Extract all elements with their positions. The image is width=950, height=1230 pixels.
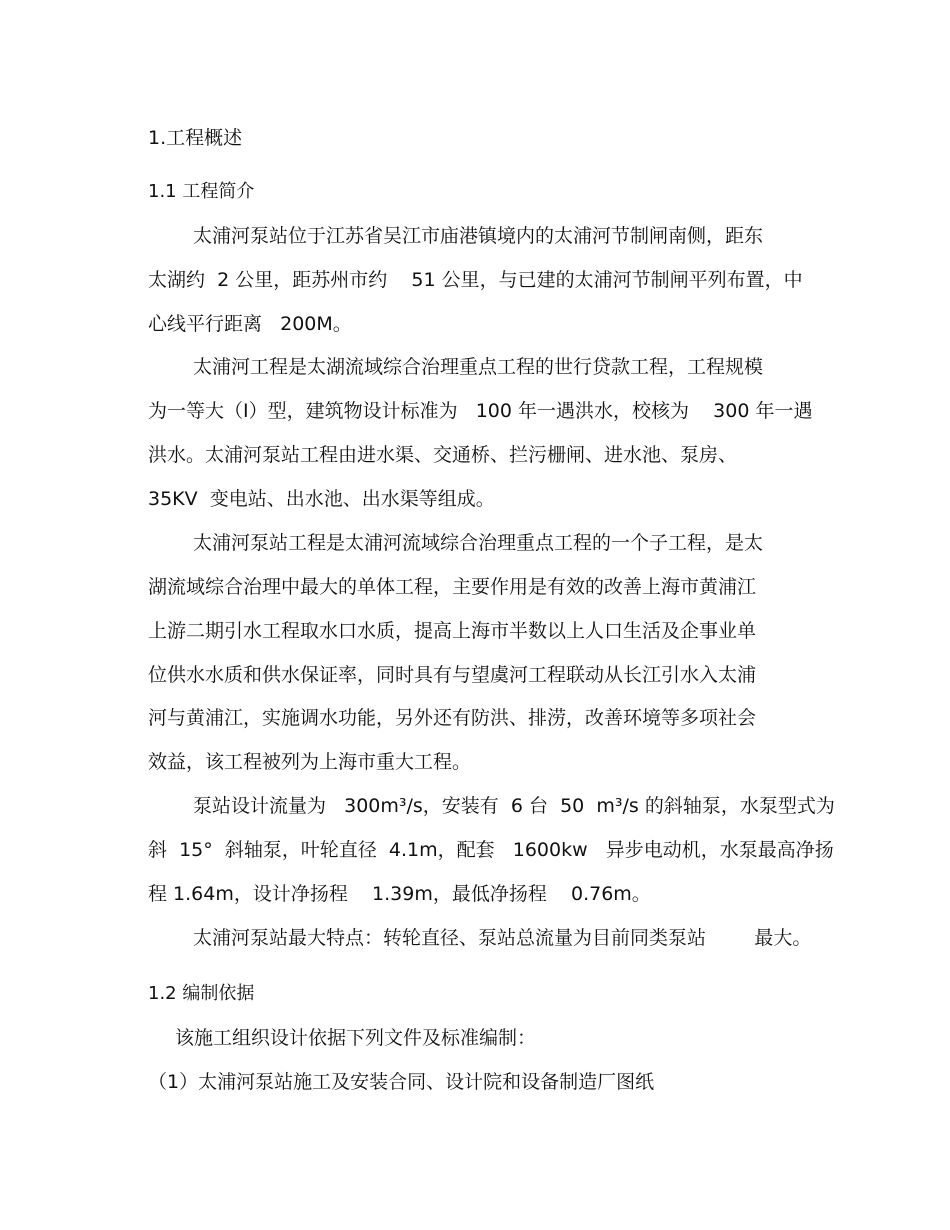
paragraph-line: 效益，该工程被列为上海市重大工程。 bbox=[148, 751, 472, 773]
paragraph-line: 心线平行距离 200M。 bbox=[148, 313, 352, 335]
paragraph-line: 该施工组织设计依据下列文件及标准编制： bbox=[175, 1027, 537, 1049]
list-item: （1）太浦河泵站施工及安装合同、设计院和设备制造厂图纸 bbox=[148, 1071, 655, 1093]
paragraph-line: 湖流域综合治理中最大的单体工程，主要作用是有效的改善上海市黄浦江 bbox=[148, 576, 757, 598]
paragraph-line: 太浦河泵站最大特点：转轮直径、泵站总流量为目前同类泵站 最大。 bbox=[193, 927, 812, 949]
subsection-heading: 1.2 编制依据 bbox=[148, 983, 255, 1004]
paragraph-line: 太浦河泵站工程是太浦河流域综合治理重点工程的一个子工程，是太 bbox=[193, 532, 764, 554]
subsection-heading: 1.1 工程简介 bbox=[148, 181, 255, 202]
paragraph-line: 河与黄浦江，实施调水功能，另外还有防洪、排涝，改善环境等多项社会 bbox=[148, 707, 757, 729]
paragraph-line: 太浦河泵站位于江苏省吴江市庙港镇境内的太浦河节制闸南侧，距东 bbox=[193, 225, 764, 247]
paragraph-line: 洪水。太浦河泵站工程由进水渠、交通桥、拦污栅闸、进水池、泵房、 bbox=[148, 444, 738, 466]
paragraph-line: 太浦河工程是太湖流域综合治理重点工程的世行贷款工程，工程规模 bbox=[193, 356, 764, 378]
paragraph-line: 泵站设计流量为 300m³/s，安装有 6 台 50 m³/s 的斜轴泵，水泵型式为 bbox=[193, 795, 835, 817]
paragraph-line: 35KV 变电站、出水池、出水渠等组成。 bbox=[148, 488, 495, 510]
paragraph-line: 位供水水质和供水保证率，同时具有与望虞河工程联动从长江引水入太浦 bbox=[148, 664, 757, 686]
paragraph-line: 上游二期引水工程取水口水质，提高上海市半数以上人口生活及企事业单 bbox=[148, 620, 757, 642]
paragraph-line: 程 1.64m，设计净扬程 1.39m，最低净扬程 0.76m。 bbox=[148, 883, 651, 905]
paragraph-line: 为一等大（Ⅰ）型，建筑物设计标准为 100 年一遇洪水，校核为 300 年一遇 bbox=[148, 400, 813, 422]
paragraph-line: 斜 15° 斜轴泵，叶轮直径 4.1m，配套 1600kw 异步电动机，水泵最高净扬 bbox=[148, 839, 834, 861]
paragraph-line: 太湖约 2 公里，距苏州市约 51 公里，与已建的太浦河节制闸平列布置，中 bbox=[148, 269, 803, 291]
section-heading: 1.工程概述 bbox=[148, 127, 243, 149]
